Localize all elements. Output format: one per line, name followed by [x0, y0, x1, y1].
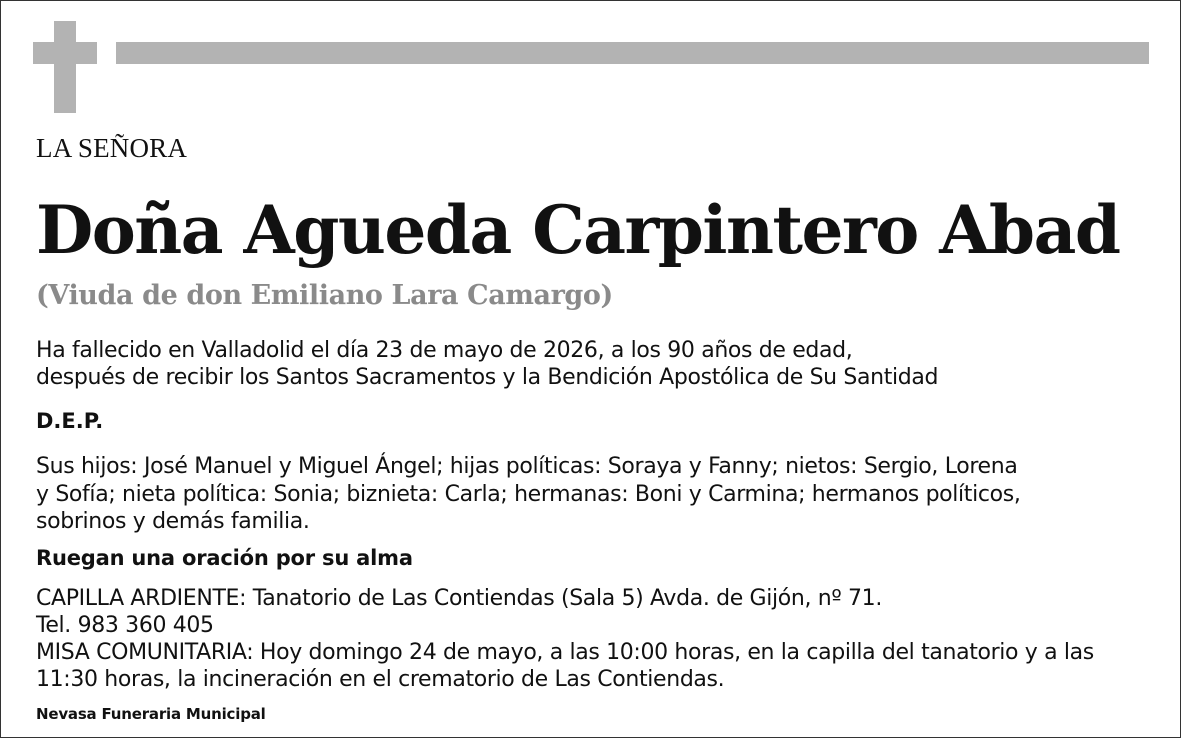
funeral-home: Nevasa Funeraria Municipal — [36, 705, 266, 723]
widow-of: (Viuda de don Emiliano Lara Camargo) — [36, 280, 613, 311]
header-bar — [116, 42, 1149, 64]
family-line: y Sofía; nieta política: Sonia; biznieta: Carla; hermanas: Boni y Carmina; hermanos políticos, — [36, 482, 1021, 507]
service-line: 11:30 horas, la incineración en el crematorio de Las Contiendas. — [36, 667, 725, 692]
death-line: Ha fallecido en Valladolid el día 23 de mayo de 2026, a los 90 años de edad, — [36, 338, 853, 363]
family-line: Sus hijos: José Manuel y Miguel Ángel; hijas políticas: Soraya y Fanny; nietos: Sergio, Lorena — [36, 454, 1018, 479]
cross-icon-arm — [33, 42, 97, 64]
deceased-name: Doña Agueda Carpintero Abad — [36, 191, 1120, 269]
service-line: CAPILLA ARDIENTE: Tanatorio de Las Contiendas (Sala 5) Avda. de Gijón, nº 71. — [36, 586, 882, 611]
prayer-request: Ruegan una oración por su alma — [36, 546, 413, 570]
service-line: MISA COMUNITARIA: Hoy domingo 24 de mayo, a las 10:00 horas, en la capilla del tanatorio y a las — [36, 640, 1094, 665]
death-line: después de recibir los Santos Sacramentos y la Bendición Apostólica de Su Santidad — [36, 365, 939, 390]
honorific: LA SEÑORA — [36, 133, 188, 163]
family-line: sobrinos y demás familia. — [36, 509, 310, 534]
cross-icon — [54, 21, 76, 113]
dep-label: D.E.P. — [36, 409, 104, 433]
service-line: Tel. 983 360 405 — [36, 613, 214, 638]
